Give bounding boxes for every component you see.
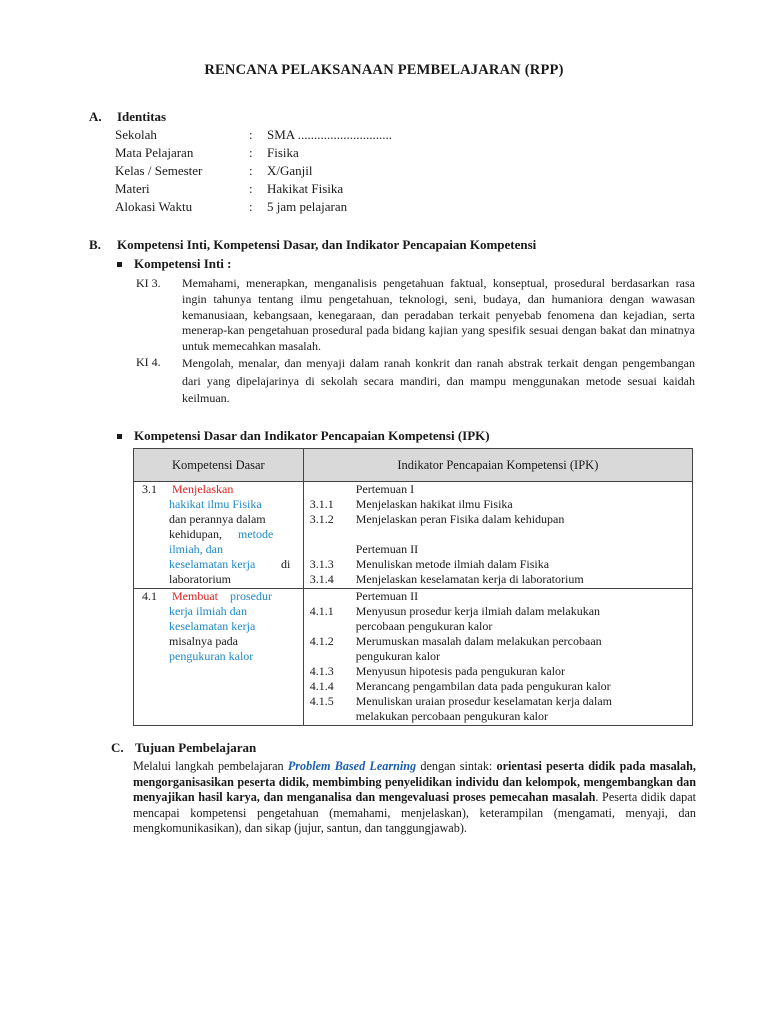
ipk-number: 4.1.4 bbox=[309, 679, 334, 693]
section-a-heading bbox=[89, 109, 689, 127]
ipk-text: percobaan pengukuran kalor bbox=[355, 619, 493, 633]
ki4-item bbox=[136, 355, 696, 407]
ipk-text: Menjelaskan hakikat ilmu Fisika bbox=[355, 497, 513, 511]
kd-verb: Membuat bbox=[172, 589, 218, 603]
kd-text: dan perannya dalam bbox=[169, 512, 266, 526]
ipk-number: 3.1.2 bbox=[309, 512, 334, 526]
ipk-text: Menyusun hipotesis pada pengukuran kalor bbox=[355, 664, 566, 678]
kd-topic: keselamatan kerja bbox=[169, 557, 256, 571]
identity-label: Sekolah bbox=[115, 127, 157, 142]
section-c-letter: C. bbox=[111, 740, 124, 755]
ipk-text: melakukan percobaan pengukuran kalor bbox=[355, 709, 549, 723]
ipk-4-1-cell bbox=[303, 589, 692, 726]
ipk-text: Menjelaskan peran Fisika dalam kehidupan bbox=[355, 512, 565, 526]
kd-number: 3.1 bbox=[142, 482, 157, 496]
ki3-code: KI 3. bbox=[136, 276, 161, 290]
meeting-label: Pertemuan II bbox=[355, 542, 419, 556]
ipk-number: 4.1.3 bbox=[309, 664, 334, 678]
ki4-text: Mengolah, menalar, dan menyaji dalam ranah konkrit dan ranah abstrak terkait dengan pengembangan dari yang dipelajarinya di sekolah secara mandiri, dan mampu menggunakan metode sesuai kaidah keilmuan. bbox=[182, 356, 695, 405]
identity-label: Mata Pelajaran bbox=[115, 145, 194, 160]
section-b-heading bbox=[89, 237, 729, 255]
identity-value: 5 jam pelajaran bbox=[267, 199, 348, 214]
identity-colon: : bbox=[249, 163, 253, 178]
section-c-heading bbox=[111, 740, 511, 758]
ipk-text: Menuliskan metode ilmiah dalam Fisika bbox=[355, 557, 550, 571]
table-header-kd: Kompetensi Dasar bbox=[134, 449, 304, 482]
identity-label: Kelas / Semester bbox=[115, 163, 203, 178]
objective-text: Melalui langkah pembelajaran bbox=[133, 759, 288, 773]
ipk-text: pengukuran kalor bbox=[355, 649, 441, 663]
learning-model: Problem Based Learning bbox=[287, 759, 417, 773]
bullet-square-icon bbox=[117, 434, 122, 439]
objective-syntax: orientasi peserta didik pada masalah, mengorganisasikan peserta didik, membimbing penyelidikan individu dan kelompok, mengembangkan dan menyajikan hasil karya, dan menganalisa dan mengevaluasi proses pemecahan masalah bbox=[133, 759, 696, 805]
ki3-text: Memahami, menerapkan, menganalisis pengetahuan faktual, konseptual, prosedural berdasarkan rasa ingin tahunya tentang ilmu pengetahuan, teknologi, seni, budaya, dan humaniora dengan wawasan kemanusiaan, kebangsaan, kenegaraan, dan peradaban terkait penyebab fenomena dan kejadian, serta menerap-kan pengetahuan prosedural pada bidang kajian yang spesifik sesuai dengan bakat dan minatnya untuk memecahkan masalah. bbox=[182, 276, 695, 354]
kd-topic: kerja ilmiah dan bbox=[169, 604, 247, 618]
ipk-text: Merumuskan masalah dalam melakukan percobaan bbox=[355, 634, 602, 648]
kd-text: laboratorium bbox=[169, 572, 231, 586]
ipk-3-1-cell bbox=[303, 482, 692, 589]
kd-topic: hakikat ilmu Fisika bbox=[169, 497, 262, 511]
kd-topic: metode bbox=[238, 527, 274, 541]
ipk-text: Merancang pengambilan data pada pengukuran kalor bbox=[355, 679, 611, 693]
ki4-code: KI 4. bbox=[136, 355, 161, 369]
identity-value: Fisika bbox=[267, 145, 299, 160]
ipk-text: Menyusun prosedur kerja ilmiah dalam melakukan bbox=[355, 604, 601, 618]
identity-value: Hakikat Fisika bbox=[267, 181, 344, 196]
kd-bullet bbox=[117, 428, 490, 444]
ipk-number: 4.1.2 bbox=[309, 634, 334, 648]
kd-ipk-table bbox=[133, 448, 693, 726]
identity-colon: : bbox=[249, 181, 253, 196]
identity-value: SMA ............................. bbox=[267, 127, 392, 142]
ipk-text: Menjelaskan keselamatan kerja di laboratorium bbox=[355, 572, 584, 586]
kd-topic: prosedur bbox=[230, 589, 272, 603]
identity-colon: : bbox=[249, 127, 253, 142]
table-row bbox=[134, 589, 693, 726]
section-b-title: Kompetensi Inti, Kompetensi Dasar, dan Indikator Pencapaian Kompetensi bbox=[117, 237, 537, 252]
meeting-label: Pertemuan I bbox=[355, 482, 415, 496]
kd-text: kehidupan, bbox=[169, 527, 222, 541]
identity-colon: : bbox=[249, 199, 253, 214]
kd-4-1-cell bbox=[134, 589, 304, 726]
kd-verb: Menjelaskan bbox=[172, 482, 234, 496]
ipk-text: Menuliskan uraian prosedur keselamatan kerja dalam bbox=[355, 694, 612, 708]
kd-topic: keselamatan kerja bbox=[169, 619, 256, 633]
ipk-number: 3.1.3 bbox=[309, 557, 334, 571]
section-a-title: Identitas bbox=[117, 109, 167, 124]
table-row bbox=[134, 482, 693, 589]
ipk-number: 3.1.4 bbox=[309, 572, 334, 586]
section-a-letter: A. bbox=[89, 109, 102, 124]
ki-bullet-label: Kompetensi Inti : bbox=[134, 256, 232, 271]
identity-label: Alokasi Waktu bbox=[115, 199, 193, 214]
section-c-title: Tujuan Pembelajaran bbox=[135, 740, 257, 755]
kd-text: misalnya pada bbox=[169, 634, 238, 648]
meeting-label: Pertemuan II bbox=[355, 589, 419, 603]
kd-text: di bbox=[281, 557, 291, 571]
ipk-number: 3.1.1 bbox=[309, 497, 334, 511]
kd-number: 4.1 bbox=[142, 589, 157, 603]
table-header-ipk: Indikator Pencapaian Kompetensi (IPK) bbox=[303, 449, 692, 482]
identity-value: X/Ganjil bbox=[267, 163, 313, 178]
kd-topic: ilmiah, dan bbox=[169, 542, 223, 556]
objective-text: dengan sintak: bbox=[416, 759, 497, 773]
bullet-square-icon bbox=[117, 262, 122, 267]
ki3-item bbox=[136, 276, 696, 356]
section-b-letter: B. bbox=[89, 237, 101, 252]
ki-bullet bbox=[117, 256, 232, 272]
learning-objective-paragraph bbox=[133, 759, 696, 837]
kd-topic: pengukuran kalor bbox=[169, 649, 254, 663]
kd-bullet-label: Kompetensi Dasar dan Indikator Pencapaian Kompetensi (IPK) bbox=[134, 428, 490, 443]
identity-colon: : bbox=[249, 145, 253, 160]
ipk-number: 4.1.1 bbox=[309, 604, 334, 618]
identity-label: Materi bbox=[115, 181, 150, 196]
objective-text: . Peserta didik dapat mencapai kompetensi pengetahuan (memahami, menjelaskan), keterampilan (mengamati, menyaji, dan mengkomunikasikan), dan sikap (jujur, santun, dan tanggungjawab). bbox=[133, 790, 696, 836]
page-title: RENCANA PELAKSANAAN PEMBELAJARAN (RPP) bbox=[204, 62, 564, 78]
table-header-row bbox=[134, 449, 693, 482]
kd-3-1-cell bbox=[134, 482, 304, 589]
ipk-number: 4.1.5 bbox=[309, 694, 334, 708]
